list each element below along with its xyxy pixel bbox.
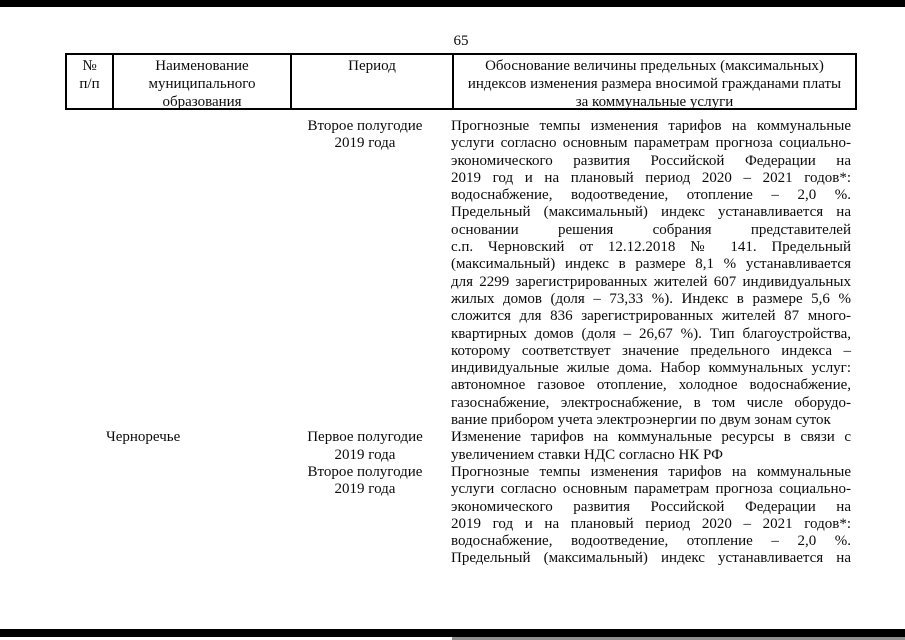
header-line: муниципального <box>148 76 256 92</box>
justification-text-line: (максимальный) индекс в размере 8,1 % устанавливается <box>451 256 851 273</box>
justification-text-line: автономное газовое отопление, холодное водоснабжение, <box>451 377 851 394</box>
header-line: Обоснование величины предельных (максимальных) <box>485 58 824 74</box>
justification-text-line: вание прибором учета электроэнергии по двум зонам суток <box>451 412 831 429</box>
justification-cell <box>446 118 853 429</box>
header-cell-justification <box>452 55 855 108</box>
justification-text-line: Предельный (максимальный) индекс устанавливается на <box>451 550 851 567</box>
justification-text-line: Предельный (максимальный) индекс устанавливается на <box>451 204 851 221</box>
period-line: 2019 года <box>334 481 396 498</box>
justification-text-line: услуги согласно основным параметрам прогноза социально- <box>451 135 851 152</box>
row-segment <box>284 118 853 429</box>
row-segments <box>284 118 853 429</box>
municipality-cell: Черноречье <box>106 429 181 446</box>
table-row <box>65 118 857 429</box>
justification-text-line: водоснабжение, водоотведение, отопление – 2,0 %. <box>451 533 851 550</box>
justification-text-line: экономического развития Российской Федерации на <box>451 152 851 169</box>
justification-text-line: газоснабжение, электроснабжение, в том числе оборудо- <box>451 394 851 411</box>
period-cell <box>284 464 446 499</box>
justification-text-line: Прогнозные темпы изменения тарифов на коммунальные <box>451 118 851 134</box>
justification-text-line: увеличением ставки НДС согласно НК РФ <box>451 446 723 463</box>
justification-text-line: Изменение тарифов на коммунальные ресурсы в связи с <box>451 429 851 446</box>
period-line: Второе полугодие <box>307 463 423 480</box>
justification-text-line: индивидуальные жилые дома. Набор коммунальных услуг: <box>451 360 851 377</box>
period-line: 2019 года <box>334 135 396 152</box>
justification-text-line: экономического развития Российской Федерации на <box>451 498 851 515</box>
period-line: Первое полугодие <box>307 429 423 446</box>
header-line: Период <box>348 58 396 74</box>
period-line: 2019 года <box>334 446 396 463</box>
header-line: п/п <box>79 76 100 92</box>
justification-text-line: жилых домов (доля – 73,33 %). Индекс в размере 5,6 % <box>451 290 851 307</box>
justification-cell <box>446 429 853 464</box>
table-header-row <box>65 53 857 110</box>
header-line: за коммунальные услуги <box>575 94 734 110</box>
justification-text-line: для 2299 зарегистрированных жителей 607 индивидуальных <box>451 273 851 290</box>
justification-text-line: основании решения собрания представителей <box>451 221 851 238</box>
header-cell-number <box>67 55 112 108</box>
justification-text-line: услуги согласно основным параметрам прогноза социально- <box>451 481 851 498</box>
justification-text-line: сложится для 836 зарегистрированных жителей 87 много- <box>451 308 851 325</box>
justification-text-line: с.п. Черновский от 12.12.2018 № 141. Предельный <box>451 239 851 256</box>
justification-text-line: которому соответствует значение предельного индекса – <box>451 342 851 359</box>
justification-cell <box>446 464 853 568</box>
justification-text-line: 2019 год и на плановый период 2020 – 2021 годов*: <box>451 169 851 186</box>
table-row <box>65 429 857 567</box>
table-body <box>65 118 857 568</box>
period-cell <box>284 118 446 153</box>
period-cell <box>284 429 446 464</box>
period-line: Второе полугодие <box>307 118 423 134</box>
scan-artifact-top-bar <box>0 0 905 7</box>
header-cell-municipality <box>112 55 290 108</box>
header-line: образования <box>162 94 242 110</box>
justification-text-line: 2019 год и на плановый период 2020 – 2021 годов*: <box>451 515 851 532</box>
row-segments <box>284 429 853 567</box>
header-line: индексов изменения размера вносимой гражданами платы <box>467 76 842 92</box>
page-number: 65 <box>453 33 469 49</box>
header-cell-period <box>290 55 452 108</box>
scan-artifact-bottom-bar <box>0 629 905 637</box>
row-segment <box>284 464 853 568</box>
header-line: Наименование <box>155 58 249 74</box>
row-segment <box>284 429 853 464</box>
justification-text-line: квартирных домов (доля – 26,67 %). Тип благоустройства, <box>451 325 851 342</box>
justification-text-line: водоснабжение, водоотведение, отопление – 2,0 %. <box>451 187 851 204</box>
header-line: № <box>82 58 97 74</box>
justification-text-line: Прогнозные темпы изменения тарифов на коммунальные <box>451 463 851 480</box>
